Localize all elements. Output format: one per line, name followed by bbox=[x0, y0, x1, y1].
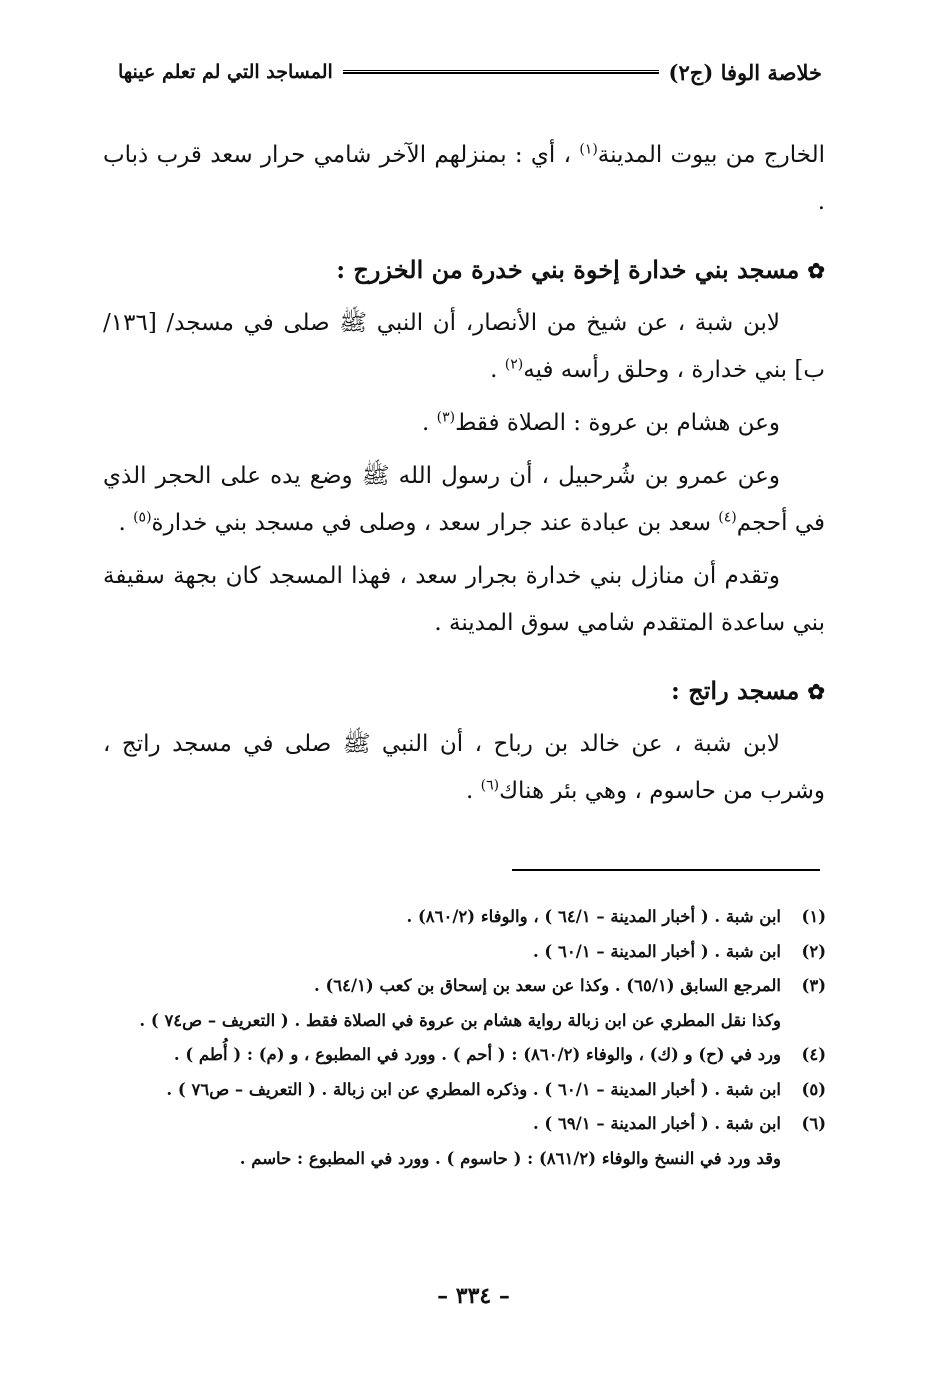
footnote-6-continuation: وقد ورد في النسخ والوفاء (٨٦١/٢) : ( حاسوم ) . وورد في المطبوع : حاسم . bbox=[239, 1148, 781, 1168]
footnote-text: ابن شبة . ( أخبار المدينة – ٦٤/١ ) ، والوفاء (٨٦٠/٢) . bbox=[406, 907, 781, 926]
footnote-number: (٦) bbox=[801, 1114, 826, 1133]
section-heading-khudara: ✿مسجد بني خدارة إخوة بني خدرة من الخزرج : bbox=[103, 246, 825, 294]
footnote-2 bbox=[114, 935, 826, 970]
footnote-ref-4[interactable]: (٤) bbox=[718, 509, 737, 526]
footnotes bbox=[114, 900, 826, 1176]
section-heading-ratij: ✿مسجد راتج : bbox=[103, 667, 825, 715]
footnote-ref-3[interactable]: (٣) bbox=[436, 409, 456, 426]
footnote-ref-6[interactable]: (٦) bbox=[480, 777, 500, 794]
footnote-text: ورد في (ح) و (ك) ، والوفاء (٨٦٠/٢) : ( أحم ) . وورد في المطبوع ، و (م) : ( أُطم ) . bbox=[173, 1045, 781, 1064]
footnote-number: (٢) bbox=[801, 941, 826, 961]
footnote-6 bbox=[114, 1107, 826, 1142]
paragraph-3: وعن هشام بن عروة : الصلاة فقط$^{(٣)}$ . bbox=[421, 409, 780, 436]
footnote-number: (٣) bbox=[801, 976, 826, 995]
footnote-number: (١) bbox=[801, 907, 826, 926]
footnote-5 bbox=[114, 1073, 826, 1108]
paragraph-2: لابن شبة ، عن شيخ من الأنصار، أن النبي ﷺ صلى في مسجد/ [١٣٦/ب] بني خدارة ، وحلق رأسه فيه$^{(٢)}$ . bbox=[103, 310, 825, 383]
footnote-4 bbox=[114, 1038, 826, 1073]
paragraph-5: وتقدم أن منازل بني خدارة بجرار سعد ، فهذا المسجد كان بجهة سقيفة بني ساعدة المتقدم شامي سوق المدينة . bbox=[103, 563, 825, 636]
footnote-ref-5[interactable]: (٥) bbox=[133, 509, 152, 526]
running-header bbox=[118, 52, 822, 92]
header-rule bbox=[343, 70, 659, 74]
paragraph-1: الخارج من بيوت المدينة$^{(١)}$ ، أي : بمنزلهم الآخر شامي حرار سعد قرب ذباب . bbox=[103, 141, 825, 215]
footnote-ref-2[interactable]: (٢) bbox=[504, 356, 524, 373]
paragraph-6: لابن شبة ، عن خالد بن رباح ، أن النبي ﷺ صلى في مسجد راتج ، وشرب من حاسوم ، وهي بئر هناك$^{(٦)}$ . bbox=[103, 731, 825, 804]
footnote-ref-1[interactable]: (١) bbox=[579, 141, 598, 158]
paragraph-4: وعن عمرو بن شُرحبيل ، أن رسول الله ﷺ وضع يده على الحجر الذي في أحجم$^{(٤)}$ سعد بن عبادة عند جرار سعد ، وصلى في مسجد بني خدارة$^{(٥)}$ . bbox=[103, 463, 825, 536]
footnote-text: المرجع السابق (٦٥/١) . وكذا عن سعد بن إسحاق بن كعب (٦٤/١) . bbox=[314, 976, 781, 995]
flower-ornament-icon: ✿ bbox=[807, 258, 825, 283]
footnote-1 bbox=[114, 900, 826, 935]
flower-ornament-icon: ✿ bbox=[807, 679, 825, 704]
footnote-text: ابن شبة . ( أخبار المدينة – ٦٠/١ ) . bbox=[532, 941, 781, 961]
footnote-text: ابن شبة . ( أخبار المدينة – ٦٩/١ ) . bbox=[532, 1114, 781, 1133]
header-title: خلاصة الوفا (ج٢) bbox=[668, 59, 822, 85]
page-number: – ٣٣٤ – bbox=[437, 1283, 510, 1309]
footnote-number: (٥) bbox=[801, 1079, 826, 1099]
footnote-3-continuation: وكذا نقل المطري عن ابن زبالة رواية هشام بن عروة في الصلاة فقط . ( التعريف – ص٧٤ ) . bbox=[139, 1010, 781, 1030]
footnote-separator bbox=[512, 869, 820, 871]
footnote-number: (٤) bbox=[801, 1045, 826, 1064]
header-subtitle: المساجد التي لم تعلم عينها bbox=[118, 61, 333, 83]
footnote-3 bbox=[114, 969, 826, 1004]
main-text bbox=[103, 132, 825, 815]
footnote-text: ابن شبة . ( أخبار المدينة – ٦٠/١ ) . وذكره المطري عن ابن زبالة . ( التعريف – ص٧٦ ) . bbox=[166, 1079, 781, 1099]
